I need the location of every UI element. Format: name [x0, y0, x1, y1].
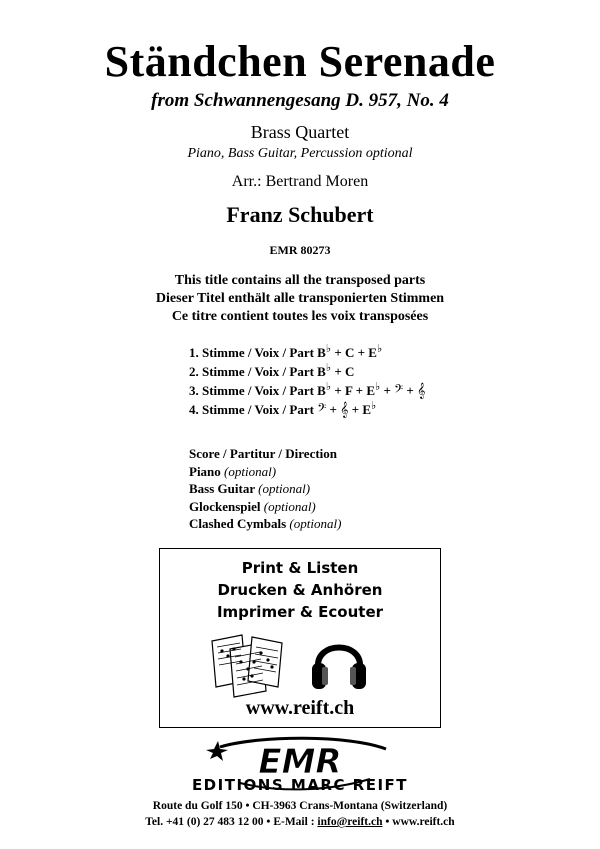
print-listen-box — [159, 548, 441, 728]
optional-instruments: Piano, Bass Guitar, Percussion optional — [187, 146, 413, 161]
svg-text:EMR: EMR — [258, 742, 342, 782]
part-rest: + F + E — [331, 383, 376, 398]
plus-sign: + — [326, 402, 341, 417]
headphones-icon — [310, 629, 368, 695]
catalog-number: EMR 80273 — [269, 243, 331, 257]
bass-clef-icon: 𝄢 — [394, 383, 404, 399]
bass-clef-icon: 𝄢 — [317, 402, 327, 418]
flat-icon: ♭ — [375, 380, 381, 393]
score-item: Score / Partitur / Direction — [189, 446, 338, 461]
part-label: 1. Stimme / Voix / Part B — [189, 345, 326, 360]
transposition-note-fr: Ce titre contient toutes les voix transposées — [171, 309, 429, 324]
print-listen-en: Print & Listen — [241, 559, 359, 577]
plus-sign: + — [380, 383, 395, 398]
part-label: 2. Stimme / Voix / Part B — [189, 364, 326, 379]
score-list — [189, 446, 341, 534]
sheet-music-icon — [208, 629, 288, 699]
subtitle: from Schwannengesang D. 957, No. 4 — [151, 90, 449, 111]
part-rest: + C — [331, 364, 355, 379]
part-label: 3. Stimme / Voix / Part B — [189, 383, 326, 398]
treble-clef-icon: 𝄞 — [340, 402, 349, 418]
transposition-note-en: This title contains all the transposed parts — [174, 273, 426, 288]
part-row-4 — [189, 399, 425, 421]
transposition-note-de: Dieser Titel enthält alle transponierten Stimmen — [155, 291, 445, 306]
flat-icon: ♭ — [376, 342, 383, 355]
score-item: Bass Guitar (optional) — [189, 481, 311, 496]
composer: Franz Schubert — [226, 202, 374, 227]
publisher-contact: Tel. +41 (0) 27 483 12 00 • E-Mail : info@reift.ch • www.reift.ch — [145, 816, 455, 828]
ensemble: Brass Quartet — [250, 122, 350, 142]
flat-icon: ♭ — [325, 342, 332, 355]
flat-icon: ♭ — [325, 380, 332, 393]
part-rest: + E — [348, 402, 371, 417]
part-row-1 — [189, 342, 425, 364]
part-row-2 — [189, 361, 425, 383]
score-item: Glockenspiel (optional) — [189, 498, 316, 514]
part-row-3 — [189, 380, 426, 402]
print-listen-fr: Imprimer & Ecouter — [216, 603, 384, 621]
parts-list — [189, 342, 426, 421]
website-url[interactable]: www.reift.ch — [245, 697, 355, 719]
part-label: 4. Stimme / Voix / Part — [189, 402, 318, 417]
flat-icon: ♭ — [325, 361, 332, 374]
plus-sign: + — [403, 383, 418, 398]
publisher-name: EDITIONS MARC REIFT — [191, 776, 409, 794]
print-listen-de: Drucken & Anhören — [217, 581, 383, 599]
treble-clef-icon: 𝄞 — [417, 383, 426, 399]
publisher-address: Route du Golf 150 • CH-3963 Crans-Montana (Switzerland) — [152, 800, 448, 812]
page-title: Ständchen Serenade — [104, 37, 496, 86]
part-rest: + C + E — [331, 345, 377, 360]
score-item: Piano (optional) — [189, 463, 277, 479]
flat-icon: ♭ — [371, 399, 377, 412]
email-link[interactable]: info@reift.ch — [317, 816, 383, 828]
score-item: Clashed Cymbals (optional) — [189, 516, 342, 531]
arranger: Arr.: Bertrand Moren — [231, 173, 369, 190]
